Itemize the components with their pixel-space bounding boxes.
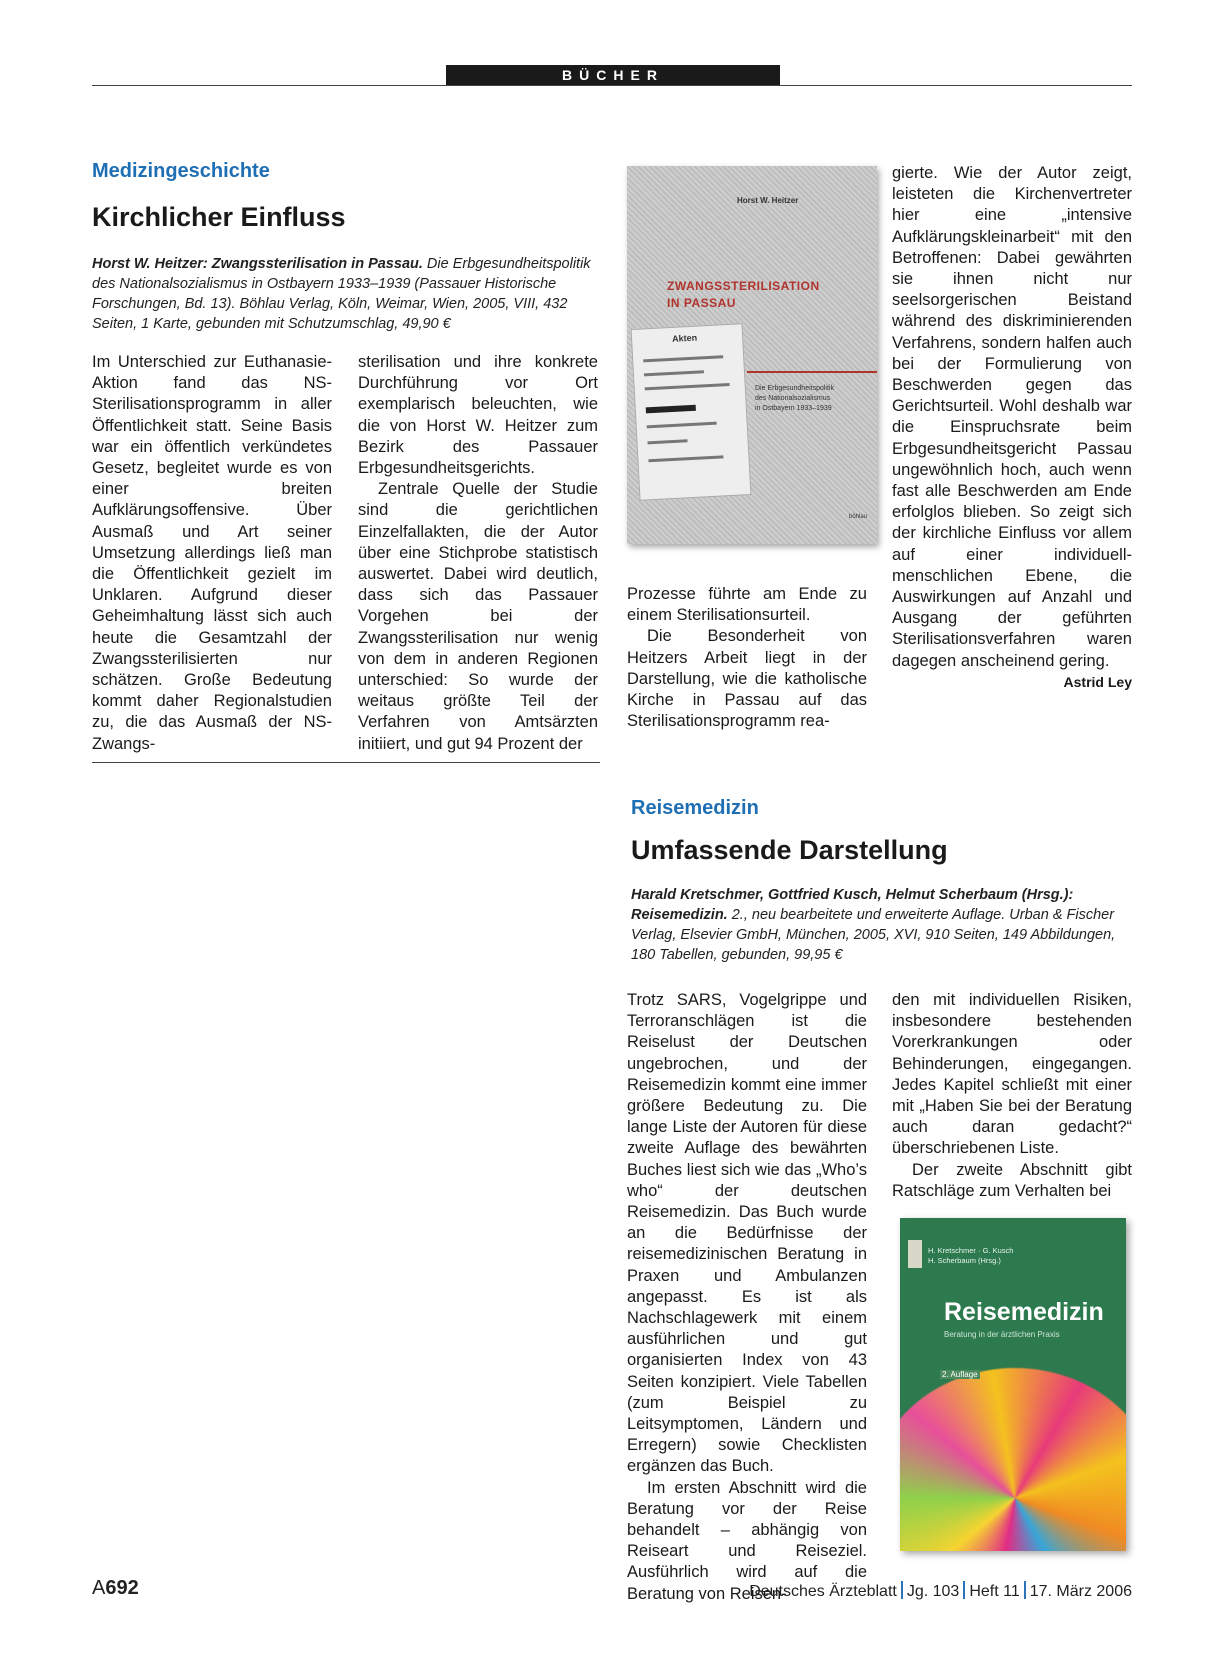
- cover2-authors-l2: H. Scherbaum (Hrsg.): [928, 1256, 1001, 1265]
- divider-icon: [1024, 1581, 1026, 1599]
- cover1-subtitle-l3: in Ostbayern 1933–1939: [755, 405, 832, 412]
- top-rule: [92, 85, 1132, 86]
- article1-col2-para1: sterilisation und ihre konkrete Durchführung vor Ort exemplarisch beleuchten, wie die von Horst W. Heitzer zum Bezirk des Passauer Erbgesundheitsgerichts.: [358, 353, 598, 478]
- cover1-title-line1: ZWANGSSTERILISATION: [667, 279, 820, 293]
- journal-issue: Heft 11: [969, 1583, 1020, 1600]
- article1-column-3: [627, 584, 867, 732]
- article2-bibliography: [631, 885, 1131, 965]
- article1-col1-text: Im Unterschied zur Euthanasie-Aktion fand das NS-Sterilisationsprogramm in aller Öffentlichkeit statt. Seine Basis war ein öffentlich verkündetes Gesetz, begleitet wurde es von einer breiten Aufklärungsoffensive. Über Ausmaß und Art seiner Umsetzung allerdings ließ man die Öffentlichkeit gezielt im Unklaren. Aufgrund dieser Geheimhaltung lässt sich auch heute die Gesamtzahl der Zwangssterilisierten nur schätzen. Große Bedeutung kommt daher Regionalstudien zu, die das Ausmaß der NS-Zwangs-: [92, 353, 332, 753]
- cover1-document-image: [631, 323, 752, 501]
- article2-col1-para2: Im ersten Abschnitt wird die Beratung vor der Reise behandelt – abhängig von Reiseart und Reiseziel. Ausführlich wird auf die Beratung von Reisen-: [627, 1478, 867, 1603]
- article1-title: Kirchlicher Einfluss: [92, 202, 346, 232]
- article1-col3-para2: Die Besonderheit von Heitzers Arbeit liegt in der Darstellung, wie die katholische Kirche in Passau auf das Sterilisationsprogramm rea-: [627, 627, 867, 731]
- globe-image: [900, 1368, 1126, 1551]
- article1-kicker: Medizingeschichte: [92, 160, 270, 182]
- cover2-subtitle: Beratung in der ärztlichen Praxis: [944, 1330, 1060, 1339]
- elsevier-logo-icon: [908, 1240, 922, 1268]
- divider-icon: [963, 1581, 965, 1599]
- article2-biblio-bold: Harald Kretschmer, Gottfried Kusch, Helmut Scherbaum (Hrsg.): Reisemedizin.: [631, 887, 1074, 923]
- article1-bibliography: [92, 254, 596, 334]
- cover1-subtitle-l2: des Nationalsozialismus: [755, 395, 831, 402]
- article2-column-1: [627, 990, 867, 1605]
- article1-column-2: [358, 352, 598, 755]
- article1-column-4: [892, 163, 1132, 693]
- article2-col2-para1: den mit individuellen Risiken, insbesondere bestehenden Vorerkrankungen oder Behinderungen, eingegangen. Jedes Kapitel schließt mit einer mit „Haben Sie bei der Beratung auch daran gedacht?“ überschriebenen Liste.: [892, 991, 1132, 1158]
- cover1-publisher: böhlau: [849, 514, 868, 520]
- journal-footer: [749, 1581, 1132, 1601]
- article2-col1-para1: Trotz SARS, Vogelgrippe und Terroranschlägen ist die Reiselust der Deutschen ungebrochen, und der Reisemedizin kommt eine immer größere Bedeutung zu. Die lange Liste der Autoren für diese zweite Auflage des bewährten Buches liest sich wie das „Who’s who“ der deutschen Reisemedizin. Das Buch wurde an die Bedürfnisse der reisemedizinischen Beratung in Praxen und Ambulanzen angepasst. Es ist als Nachschlagewerk mit einem ausführlichen und gut organisierten Index von 43 Seiten konzipiert. Viele Tabellen (zum Beispiel zu Leitsymptomen, Ländern und Erregern) sowie Checklisten ergänzen das Buch.: [627, 991, 867, 1476]
- article1-biblio-bold: Horst W. Heitzer: Zwangssterilisation in Passau.: [92, 256, 423, 272]
- cover2-authors: [928, 1246, 1013, 1266]
- article1-col2-para2: Zentrale Quelle der Studie sind die gerichtlichen Einzelfallakten, die der Autor über eine Stichprobe statistisch auswertet. Dabei wird deutlich, dass sich das Passauer Vorgehen bei der Zwangssterilisation nur wenig von dem in anderen Regionen unterschied: So wurde der weitaus größte Teil der Verfahren von Amtsärzten initiiert, und gut 94 Prozent der: [358, 480, 598, 753]
- journal-volume: Jg. 103: [906, 1583, 960, 1600]
- article1-signature: Astrid Ley: [1063, 673, 1132, 690]
- cover1-subtitle: [755, 384, 834, 414]
- cover1-doc-label: Akten: [671, 332, 698, 344]
- article1-col3-para1: Prozesse führte am Ende zu einem Sterilisationsurteil.: [627, 585, 867, 625]
- cover1-subtitle-l1: Die Erbgesundheitspolitik: [755, 385, 834, 392]
- middle-rule: [92, 762, 600, 763]
- article1-col4-text: [892, 163, 1132, 690]
- article2-title: Umfassende Darstellung: [631, 835, 948, 865]
- page-number-value: 692: [105, 1577, 139, 1599]
- cover2-authors-l1: H. Kretschmer · G. Kusch: [928, 1246, 1014, 1255]
- cover1-author: Horst W. Heitzer: [737, 196, 799, 205]
- book-cover-reisemedizin: [900, 1218, 1126, 1551]
- cover2-title: Reisemedizin: [944, 1298, 1104, 1326]
- book-cover-zwangssterilisation: [627, 166, 877, 544]
- journal-name: Deutsches Ärzteblatt: [749, 1583, 897, 1600]
- article1-col4-body: gierte. Wie der Autor zeigt, leisteten die Kirchenvertreter hier eine „intensive Aufklärungskleinarbeit“ mit den Betroffenen: Dabei gewährten sie ihnen nicht nur seelsorgerischen Beistand während des diskriminierenden Verfahrens, sondern halfen auch bei der Formulierung von Beschwerden gegen das Gerichtsurteil. Wohl deshalb war die Einspruchsrate beim Erbgesundheitsgericht Passau ungewöhnlich hoch, auch wenn fast alle Beschwerden am Ende erfolglos blieben. So zeigt sich der kirchliche Einfluss vor allem auf einer individuell-menschlichen Ebene, die Auswirkungen auf Anzahl und Ausgang der geführten Sterilisationsverfahren waren dagegen anscheinend gering.: [892, 164, 1132, 670]
- journal-date: 17. März 2006: [1029, 1583, 1132, 1600]
- article2-biblio-rest: 2., neu bearbeitete und erweiterte Auflage. Urban & Fischer Verlag, Elsevier GmbH, München, 2005, XVI, 910 Seiten, 149 Abbildungen, 180 Tabellen, gebunden, 99,95 €: [631, 907, 1116, 963]
- article1-column-1: [92, 352, 332, 755]
- cover2-edition: 2. Auflage: [942, 1370, 978, 1379]
- divider-icon: [901, 1581, 903, 1599]
- page-number: [92, 1577, 139, 1600]
- cover1-title-line2: IN PASSAU: [667, 296, 736, 310]
- article2-column-2: [892, 990, 1132, 1202]
- cover1-title: [667, 278, 820, 312]
- article2-col2-para2: Der zweite Abschnitt gibt Ratschläge zum Verhalten bei: [892, 1160, 1132, 1200]
- article1-biblio-rest: Die Erbgesundheitspolitik des Nationalsozialismus in Ostbayern 1933–1939 (Passauer Historische Forschungen, Bd. 13). Böhlau Verlag, Köln, Weimar, Wien, 2005, VIII, 432 Seiten, 1 Karte, gebunden mit Schutzumschlag, 49,90 €: [92, 256, 591, 332]
- page-prefix: A: [92, 1577, 106, 1599]
- article2-kicker: Reisemedizin: [631, 797, 759, 819]
- cover1-red-rule: [747, 371, 877, 373]
- section-header: BÜCHER: [446, 65, 780, 85]
